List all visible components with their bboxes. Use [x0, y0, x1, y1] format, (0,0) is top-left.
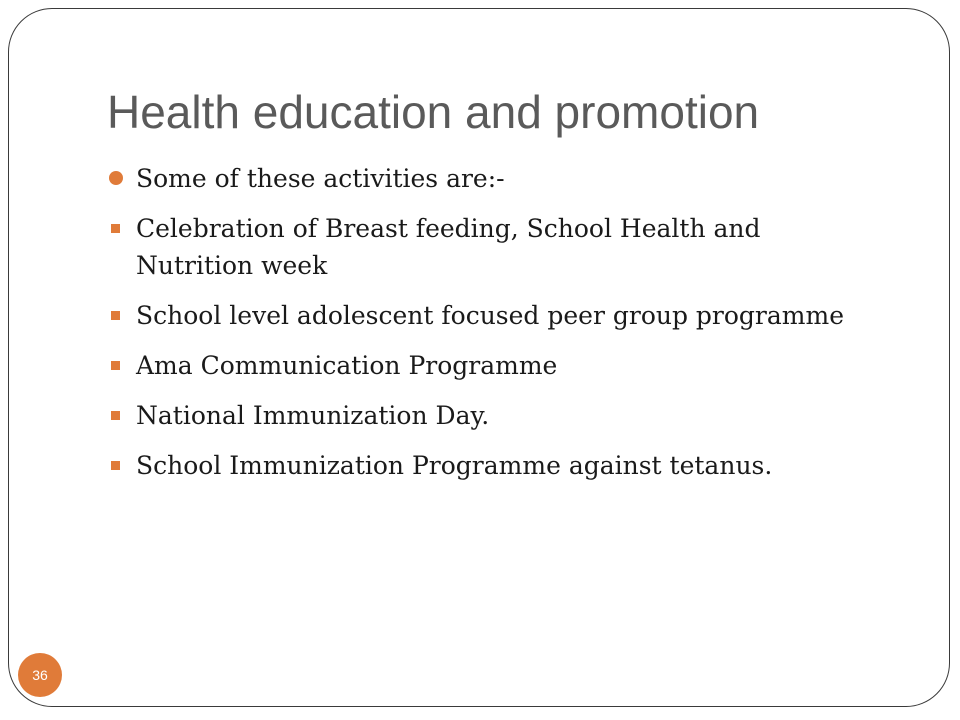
list-item — [108, 297, 868, 334]
slide-title: Health education and promotion — [107, 86, 760, 138]
list-item-text: School Immunization Programme against tetanus. — [136, 451, 773, 480]
square-bullet-icon — [111, 411, 120, 420]
square-bullet-icon — [111, 361, 120, 370]
list-item-text: Ama Communication Programme — [136, 351, 558, 380]
list-item — [108, 397, 868, 434]
list-item — [108, 447, 868, 484]
square-bullet-icon — [111, 311, 120, 320]
intro-list-item — [108, 160, 868, 197]
square-bullet-icon — [111, 461, 120, 470]
intro-text: Some of these activities are:- — [136, 164, 505, 193]
slide-number-badge: 36 — [18, 653, 62, 697]
round-bullet-icon — [109, 171, 123, 185]
list-item-text: National Immunization Day. — [136, 401, 490, 430]
list-item-text: School level adolescent focused peer group programme — [136, 301, 844, 330]
slide-content — [108, 160, 868, 497]
list-item — [108, 210, 868, 284]
square-bullet-icon — [111, 224, 120, 233]
list-item-text: Celebration of Breast feeding, School Health and Nutrition week — [136, 214, 761, 280]
list-item — [108, 347, 868, 384]
